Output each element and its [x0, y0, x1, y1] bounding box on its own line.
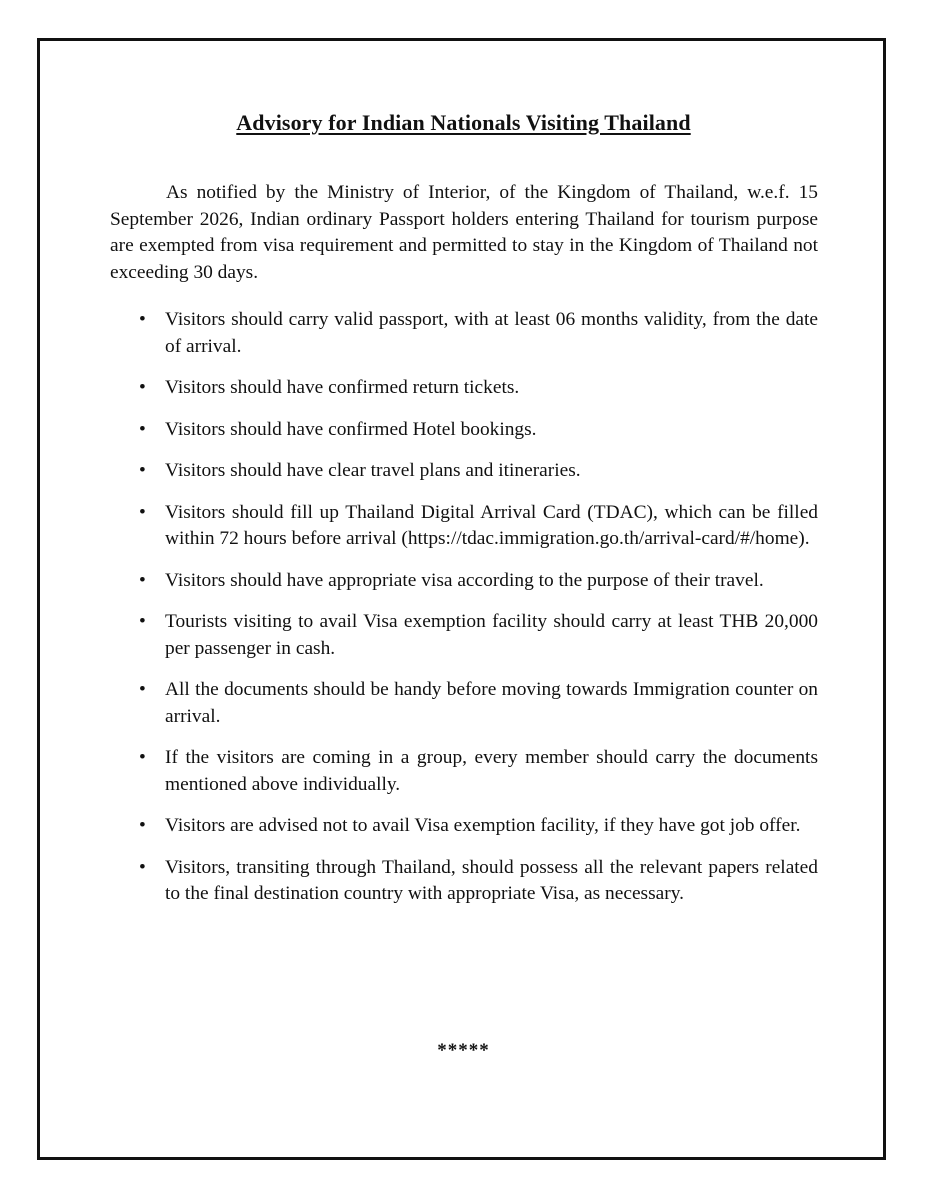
bullet-icon: •: [139, 309, 146, 330]
list-item: [110, 568, 818, 595]
bullet-icon: •: [139, 815, 146, 836]
list-item: [110, 375, 818, 402]
list-item-text: Tourists visiting to avail Visa exemption facility should carry at least THB 20,000 per passenger in cash.: [165, 611, 818, 659]
list-item: [110, 677, 818, 730]
list-item-text: All the documents should be handy before moving towards Immigration counter on arrival.: [165, 679, 818, 727]
bullet-icon: •: [139, 460, 146, 481]
list-item-text: Visitors should have clear travel plans and itineraries.: [165, 460, 581, 481]
list-item-text: Visitors, transiting through Thailand, should possess all the relevant papers related to the final destination country with appropriate Visa, as necessary.: [165, 856, 818, 904]
bullet-icon: •: [139, 611, 146, 632]
list-item-text: Visitors should have appropriate visa according to the purpose of their travel.: [165, 569, 764, 591]
advisory-list: [110, 307, 818, 923]
intro-paragraph: As notified by the Ministry of Interior, of the Kingdom of Thailand, w.e.f. 15 September 2026, Indian ordinary Passport holders entering Thailand for tourism purpose are exempted from visa requirement and permitted to stay in the Kingdom of Thailand not exceeding 30 days.: [110, 182, 818, 283]
list-item-text: Visitors should have confirmed return tickets.: [165, 377, 520, 398]
list-item-text: Visitors should fill up Thailand Digital Arrival Card (TDAC), which can be filled within 72 hours before arrival (https://tdac.immigration.go.th/arrival-card/#/home).: [165, 501, 818, 549]
bullet-icon: •: [139, 569, 146, 591]
list-item-text: If the visitors are coming in a group, every member should carry the documents mentioned above individually.: [165, 747, 818, 795]
list-item-text: Visitors should have confirmed Hotel bookings.: [165, 418, 537, 440]
bullet-icon: •: [139, 501, 146, 523]
list-item: [110, 745, 818, 798]
list-item: [110, 500, 818, 553]
list-item: [110, 458, 818, 485]
list-item: [110, 307, 818, 360]
bullet-icon: •: [139, 747, 146, 768]
bullet-icon: •: [139, 418, 146, 440]
bullet-icon: •: [139, 679, 146, 700]
list-item: [110, 813, 818, 840]
document-title: Advisory for Indian Nationals Visiting Thailand: [236, 110, 691, 135]
bullet-icon: •: [139, 377, 146, 398]
list-item: [110, 855, 818, 908]
list-item-text: Visitors are advised not to avail Visa exemption facility, if they have got job offer.: [165, 815, 801, 836]
end-mark: *****: [437, 1040, 490, 1061]
list-item-text: Visitors should carry valid passport, with at least 06 months validity, from the date of arrival.: [165, 309, 818, 357]
list-item: [110, 609, 818, 662]
list-item: [110, 417, 818, 444]
bullet-icon: •: [139, 856, 146, 878]
